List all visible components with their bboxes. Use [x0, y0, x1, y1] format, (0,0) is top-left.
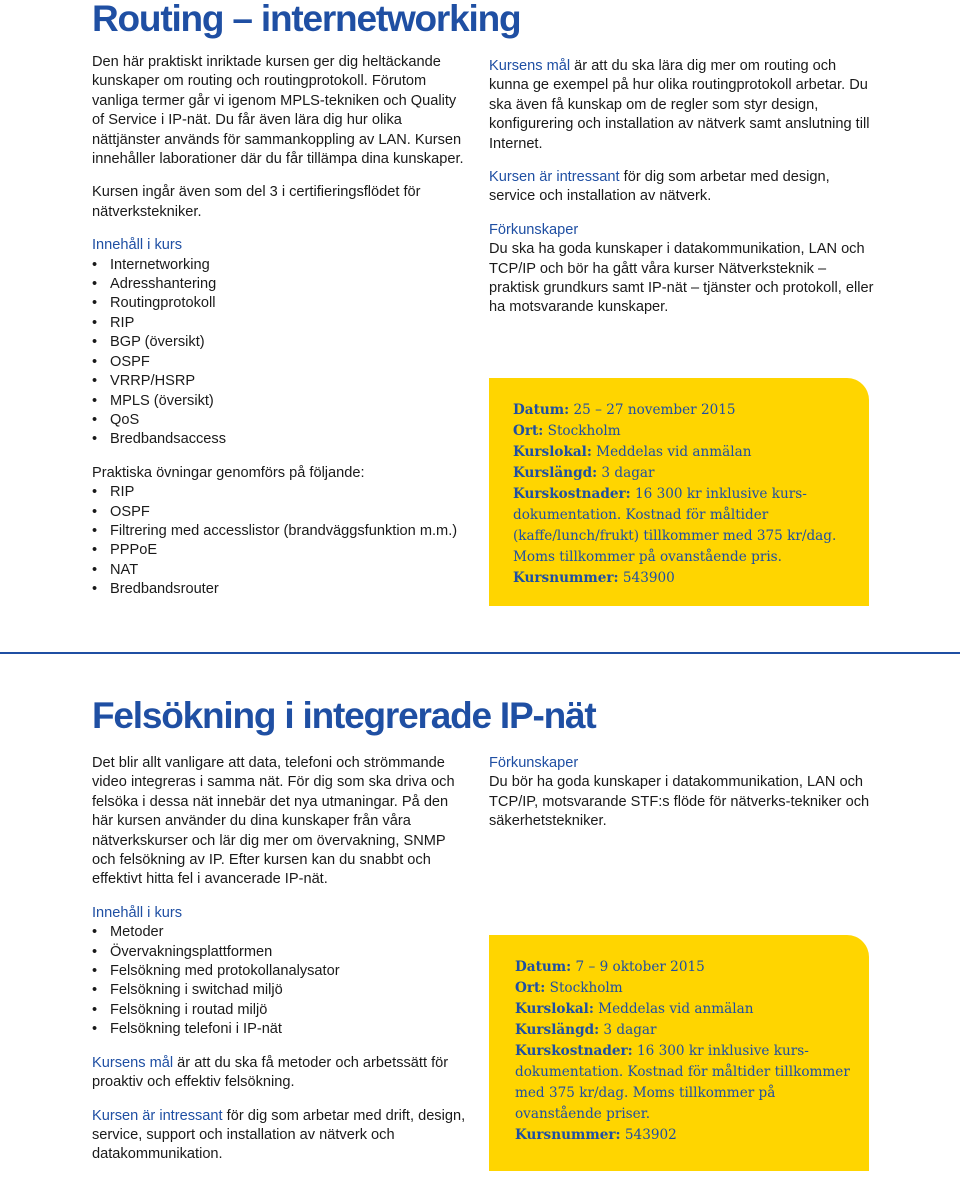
- list-item: • Internetworking: [92, 256, 464, 275]
- course2-cost-value: 16 300 kr inklusive kurs-dokumentation. Kostnad för måltider tillkommer med 375 kr/dag. Moms tillkommer på ovanstående priser.: [515, 1043, 850, 1122]
- course1-exercises-intro: Praktiska övningar genomförs på följande:: [92, 464, 365, 481]
- course1-content-list: [92, 256, 464, 450]
- course2-number: [515, 1125, 855, 1146]
- list-item: • Metoder: [92, 923, 472, 942]
- course1-room: [513, 442, 853, 463]
- course2-room-value: Meddelas vid anmälan: [593, 1001, 754, 1017]
- section-divider: [0, 652, 960, 654]
- list-item: • Filtrering med accesslistor (brandväggsfunktion m.m.): [92, 522, 464, 541]
- course1-title: Routing – internetworking: [92, 0, 521, 39]
- course2-cost: [515, 1041, 855, 1125]
- course1-goal-text: är att du ska lära dig mer om routing och kunna ge exempel på hur olika routingprotokoll arbetar. Du ska även få kunskap om de regler som styr design, konfigurering och installation av nätverk samt anslutning till Internet.: [489, 58, 870, 152]
- list-item: • Bredbandsrouter: [92, 580, 464, 599]
- course2-interest-label: Kursen är intressant: [92, 1107, 223, 1124]
- course2-place: [515, 978, 855, 999]
- course1-length: [513, 463, 853, 484]
- course1-intro: Den här praktiskt inriktade kursen ger dig heltäckande kunskaper om routing och routingprotokoll. Förutom vanliga termer går vi igenom MPLS-tekniken och Quality of Service i IP-nät. Du får även lära dig hur olika nättjänster används för sammankoppling av LAN. Kursen innehåller laborationer där du får tillämpa dina kunskaper.: [92, 54, 464, 168]
- course2-place-value: Stockholm: [545, 980, 623, 996]
- course1-length-label: Kurslängd:: [513, 465, 598, 481]
- course1-length-value: 3 dagar: [597, 465, 655, 481]
- course1-goal: [489, 57, 875, 154]
- course2-prereq-heading: Förkunskaper: [489, 755, 579, 771]
- list-item: • Övervakningsplattformen: [92, 943, 472, 962]
- list-item: • BGP (översikt): [92, 333, 464, 352]
- course2-place-label: Ort:: [515, 980, 546, 996]
- course2-right-column: [489, 754, 873, 846]
- course2-goal-label: Kursens mål: [92, 1054, 174, 1071]
- list-item: • NAT: [92, 561, 464, 580]
- course1-goal-label: Kursens mål: [489, 58, 571, 74]
- course2-date-value: 7 – 9 oktober 2015: [571, 959, 705, 975]
- course2-prereq-text: Du bör ha goda kunskaper i datakommunikation, LAN och TCP/IP, motsvarande STF:s flöde för nätverks-tekniker och säkerhetstekniker.: [489, 774, 870, 830]
- course2-date-label: Datum:: [515, 959, 572, 975]
- course1-certification: Kursen ingår även som del 3 i certifieringsflödet för nätverkstekniker.: [92, 184, 421, 220]
- course1-interest: [489, 168, 875, 207]
- course1-cost: [513, 484, 853, 568]
- list-item: • Felsökning i switchad miljö: [92, 981, 472, 1000]
- course1-interest-label: Kursen är intressant: [489, 169, 620, 186]
- course1-date: [513, 400, 853, 421]
- course1-cost-label: Kurskostnader:: [513, 486, 631, 502]
- course1-place-label: Ort:: [513, 423, 544, 439]
- course2-interest-text: för dig som arbetar med drift, design, service, support och installation av nätverk och datakommunikation.: [92, 1107, 466, 1163]
- list-item: • VRRP/HSRP: [92, 372, 464, 391]
- list-item: • OSPF: [92, 503, 464, 522]
- list-item: • Felsökning med protokollanalysator: [92, 962, 472, 981]
- course2-title: Felsökning i integrerade IP-nät: [92, 695, 596, 736]
- course1-right-column: [489, 57, 875, 332]
- course2-interest: [92, 1107, 472, 1165]
- course1-exercise-list: [92, 483, 464, 599]
- course1-room-value: Meddelas vid anmälan: [591, 444, 752, 460]
- course2-number-label: Kursnummer:: [515, 1127, 621, 1143]
- list-item: • Routingprotokoll: [92, 294, 464, 313]
- list-item: • RIP: [92, 314, 464, 333]
- course1-interest-text: för dig som arbetar med design, service och installation av nätverk.: [489, 169, 830, 205]
- course2-content-heading: Innehåll i kurs: [92, 904, 183, 921]
- course1-place: [513, 421, 853, 442]
- course1-left-column: [92, 53, 464, 614]
- course2-info-box: [489, 935, 869, 1171]
- course2-number-value: 543902: [620, 1127, 677, 1143]
- list-item: • RIP: [92, 483, 464, 502]
- course1-number-value: 543900: [618, 570, 675, 586]
- course1-date-label: Datum:: [513, 402, 570, 418]
- course2-goal: [92, 1054, 472, 1093]
- course2-content-list: [92, 923, 472, 1039]
- course1-date-value: 25 – 27 november 2015: [569, 402, 736, 418]
- course2-cost-label: Kurskostnader:: [515, 1043, 633, 1059]
- course1-cost-value: 16 300 kr inklusive kurs-dokumentation. Kostnad för måltider (kaffe/lunch/frukt) tillkommer med 375 kr/dag. Moms tillkommer på ovanstående pris.: [513, 486, 837, 565]
- list-item: • QoS: [92, 411, 464, 430]
- course2-goal-text: är att du ska få metoder och arbetssätt för proaktiv och effektiv felsökning.: [92, 1054, 449, 1091]
- course1-prereq-text: Du ska ha goda kunskaper i datakommunikation, LAN och TCP/IP och bör ha gått våra kurser Nätverksteknik – praktisk grundkurs samt IP-nät – tjänster och protokoll, eller ha motsvarande kunskaper.: [489, 241, 874, 316]
- list-item: • Felsökning telefoni i IP-nät: [92, 1020, 472, 1039]
- course2-length: [515, 1020, 855, 1041]
- course1-prereq-heading: Förkunskaper: [489, 221, 579, 238]
- course1-number-label: Kursnummer:: [513, 570, 619, 586]
- course2-room: [515, 999, 855, 1020]
- list-item: • Bredbandsaccess: [92, 430, 464, 449]
- course2-intro: Det blir allt vanligare att data, telefoni och strömmande video integreras i samma nät. För dig som ska driva och felsöka i dessa nät innebär det nya utmaningar. På den här kursen använder du dina kunskaper från våra nätverkskurser och lär dig mer om övervakning, SNMP och felsökning av IP. Efter kursen kan du snabbt och effektivt hitta fel i avancerade IP-nät.: [92, 755, 455, 888]
- course1-room-label: Kurslokal:: [513, 444, 592, 460]
- list-item: • Felsökning i routad miljö: [92, 1001, 472, 1020]
- course2-room-label: Kurslokal:: [515, 1001, 594, 1017]
- course2-date: [515, 957, 855, 978]
- list-item: • OSPF: [92, 353, 464, 372]
- course2-left-column: [92, 754, 472, 1179]
- course1-info-box: [489, 378, 869, 606]
- course2-length-value: 3 dagar: [599, 1022, 657, 1038]
- course1-content-heading: Innehåll i kurs: [92, 237, 183, 254]
- list-item: • MPLS (översikt): [92, 392, 464, 411]
- course2-length-label: Kurslängd:: [515, 1022, 600, 1038]
- list-item: • PPPoE: [92, 541, 464, 560]
- course1-place-value: Stockholm: [543, 423, 621, 439]
- course1-number: [513, 568, 853, 589]
- list-item: • Adresshantering: [92, 275, 464, 294]
